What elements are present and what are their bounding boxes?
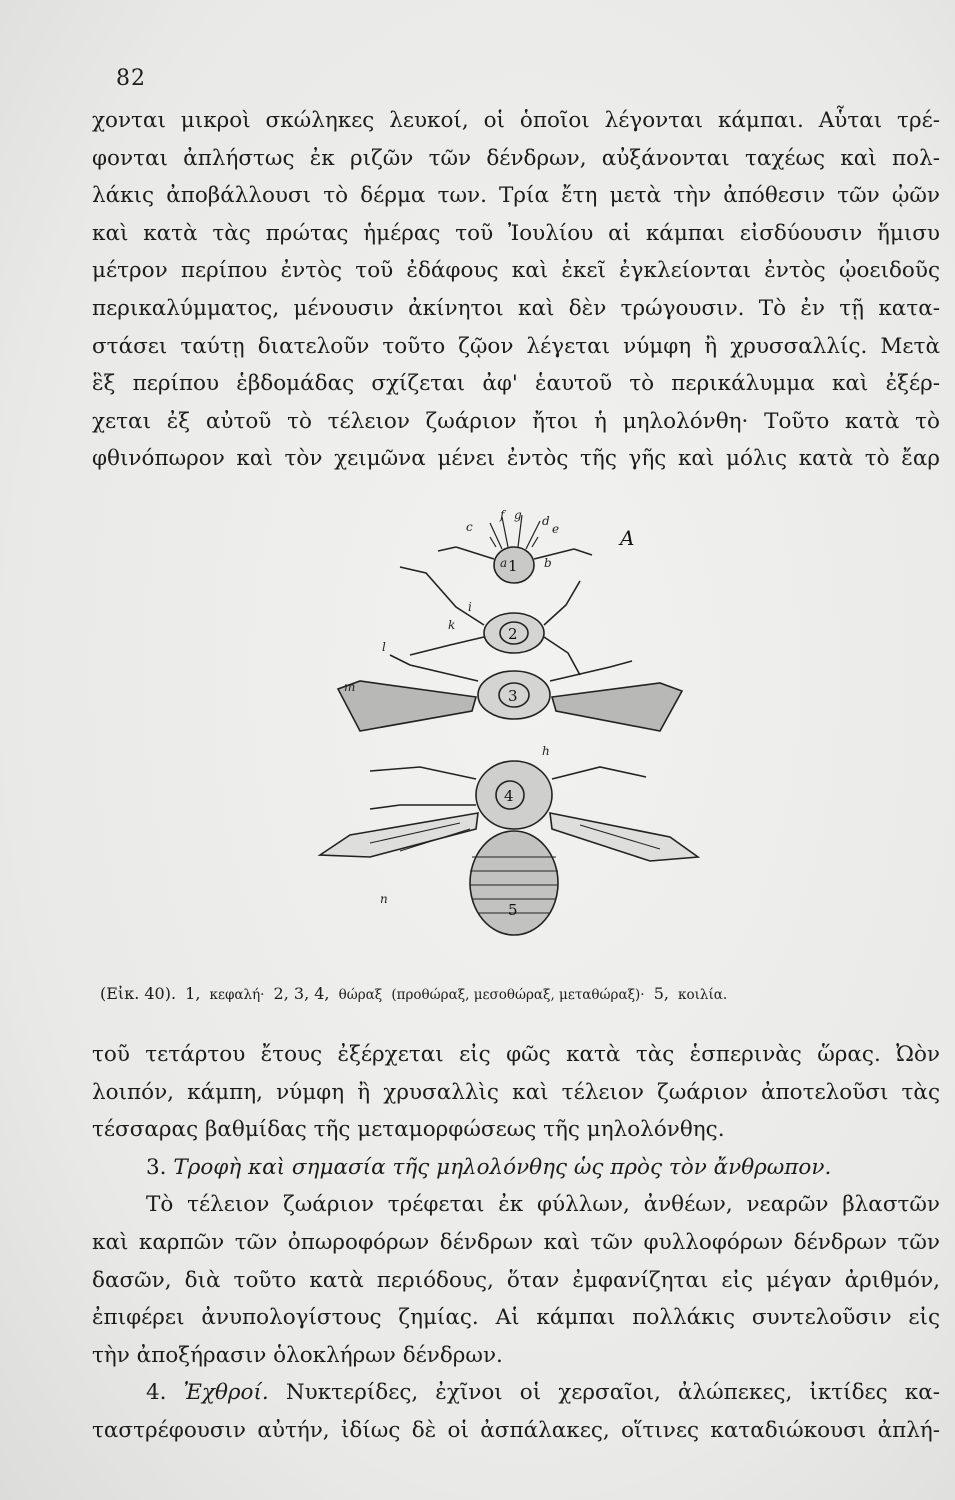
part-letter: f (500, 508, 505, 522)
part-letter: l (382, 640, 386, 654)
caption-part3-name: κοιλία. (678, 987, 728, 1003)
part-letter: m (344, 680, 356, 694)
text-line: τοῦ τετάρτου ἔτους ἐξέρχεται εἰς φῶς κατὰ τὰς ἑσπερινὰς ὥρας. Ὠὸν (92, 1042, 940, 1067)
segment-number: 1 (508, 557, 518, 575)
section-number: 3. (146, 1154, 167, 1180)
text-line: ταστρέφουσιν αὐτήν, ἰδίως δὲ οἱ ἀσπάλακες, οἵτινες καταδιώκουσι ἀπλή- (92, 1417, 940, 1443)
section-heading-3 (92, 1149, 940, 1187)
part-letter: d (542, 514, 550, 528)
bottom-paragraph (92, 1036, 940, 1450)
top-paragraph (92, 102, 940, 478)
part-letter: c (466, 520, 473, 534)
text-line: δασῶν, διὰ τοῦτο κατὰ περιόδους, ὅταν ἐμφανίζηται εἰς μέγαν ἀριθμόν, (92, 1267, 940, 1293)
text-line: φονται ἀπλήστως ἐκ ριζῶν τῶν δένδρων, αὐξάνονται ταχέως καὶ πολ- (92, 145, 940, 171)
caption-part2-name: θώραξ (338, 987, 383, 1003)
segment-number: 2 (508, 625, 518, 643)
page-number: 82 (116, 66, 146, 91)
section-title: Τροφὴ καὶ σημασία τῆς μηλολόνθης ὡς πρὸς τὸν ἄνθρωπον. (173, 1154, 832, 1180)
text-line: τὴν ἀποξήρασιν ὁλοκλήρων δένδρων. (92, 1342, 503, 1368)
part-letter: e (552, 522, 560, 536)
text-line: περικαλύμματος, μένουσιν ἀκίνητοι καὶ δὲν τρώγουσιν. Τὸ ἐν τῇ κατα- (92, 295, 940, 321)
part-letter: g (514, 508, 522, 522)
caption-ref: (Εἰκ. 40). (100, 984, 177, 1003)
text-line: ἓξ περίπου ἑβδομάδας σχίζεται ἀφ' ἑαυτοῦ τὸ περικάλυμμα καὶ ἐξέρ- (92, 371, 940, 397)
caption-part1: 1, (185, 984, 201, 1003)
segment-number: 4 (504, 787, 514, 805)
section-number: 4. (146, 1380, 167, 1406)
beetle-illustration (250, 505, 710, 975)
caption-part2: 2, 3, 4, (273, 984, 330, 1003)
text-line: Τὸ τέλειον ζωάριον τρέφεται ἐκ φύλλων, ἀνθέων, νεαρῶν βλαστῶν (146, 1192, 940, 1218)
section-heading-4 (92, 1374, 940, 1412)
figure-label-a: A (620, 526, 635, 550)
text-line: φθινόπωρον καὶ τὸν χειμῶνα μένει ἐντὸς τῆς γῆς καὶ μόλις κατὰ τὸ ἔαρ (92, 446, 940, 472)
text-line: χονται μικροὶ σκώληκες λευκοί, οἱ ὁποῖοι λέγονται κάμπαι. Αὗται τρέ- (92, 108, 940, 133)
segment-number: 3 (508, 687, 518, 705)
beetle-anatomy-figure (250, 505, 710, 975)
text-line: λοιπόν, κάμπη, νύμφη ἢ χρυσαλλὶς καὶ τέλειον ζωάριον ἀποτελοῦσι τὰς (92, 1079, 940, 1105)
prothorax-segment (400, 567, 580, 675)
text-line: χεται ἐξ αὐτοῦ τὸ τέλειον ζωάριον ἤτοι ἡ μηλολόνθη· Τοῦτο κατὰ τὸ (92, 408, 940, 434)
caption-part3: 5, (653, 984, 669, 1003)
section-title: Ἐχθροί. (183, 1380, 269, 1406)
text-line: λάκις ἀποβάλλουσι τὸ δέρμα των. Τρία ἔτη μετὰ τὴν ἀπόθεσιν τῶν ᾠῶν (92, 183, 940, 209)
part-letter: i (468, 600, 472, 614)
part-letter: n (380, 892, 388, 906)
abdomen-segment (470, 831, 558, 935)
text-line: καὶ κατὰ τὰς πρώτας ἡμέρας τοῦ Ἰουλίου αἱ κάμπαι εἰσδύουσιν ἥμισυ (92, 220, 940, 246)
text-line: μέτρον περίπου ἐντὸς τοῦ ἐδάφους καὶ ἐκεῖ ἐγκλείονται ἐντὸς ᾠοειδοῦς (92, 258, 940, 284)
part-letter: b (544, 556, 552, 570)
caption-part1-name: κεφαλή· (209, 987, 265, 1003)
text-line: ἐπιφέρει ἀνυπολογίστους ζημίας. Αἱ κάμπαι πολλάκις συντελοῦσιν εἰς (92, 1305, 940, 1331)
part-letter: k (448, 618, 456, 632)
caption-part2-detail: (προθώραξ, μεσοθώραξ, μεταθώραξ)· (391, 987, 645, 1003)
text-line: τέσσαρας βαθμίδας τῆς μεταμορφώσεως τῆς μηλολόνθης. (92, 1117, 725, 1143)
segment-number: 5 (508, 901, 518, 919)
part-letter: h (542, 744, 550, 758)
text-line: καὶ καρπῶν τῶν ὀπωροφόρων δένδρων καὶ τῶν φυλλοφόρων δένδρων τῶν (92, 1229, 940, 1255)
text-line: στάσει ταύτῃ διατελοῦν τοῦτο ζῷον λέγεται νύμφη ἢ χρυσσαλλίς. Μετὰ (92, 333, 940, 359)
section-text: Νυκτερίδες, ἐχῖνοι οἱ χερσαῖοι, ἀλώπεκες, ἰκτίδες κα- (285, 1380, 940, 1406)
part-letter: a (500, 556, 508, 570)
figure-caption (100, 984, 940, 1003)
